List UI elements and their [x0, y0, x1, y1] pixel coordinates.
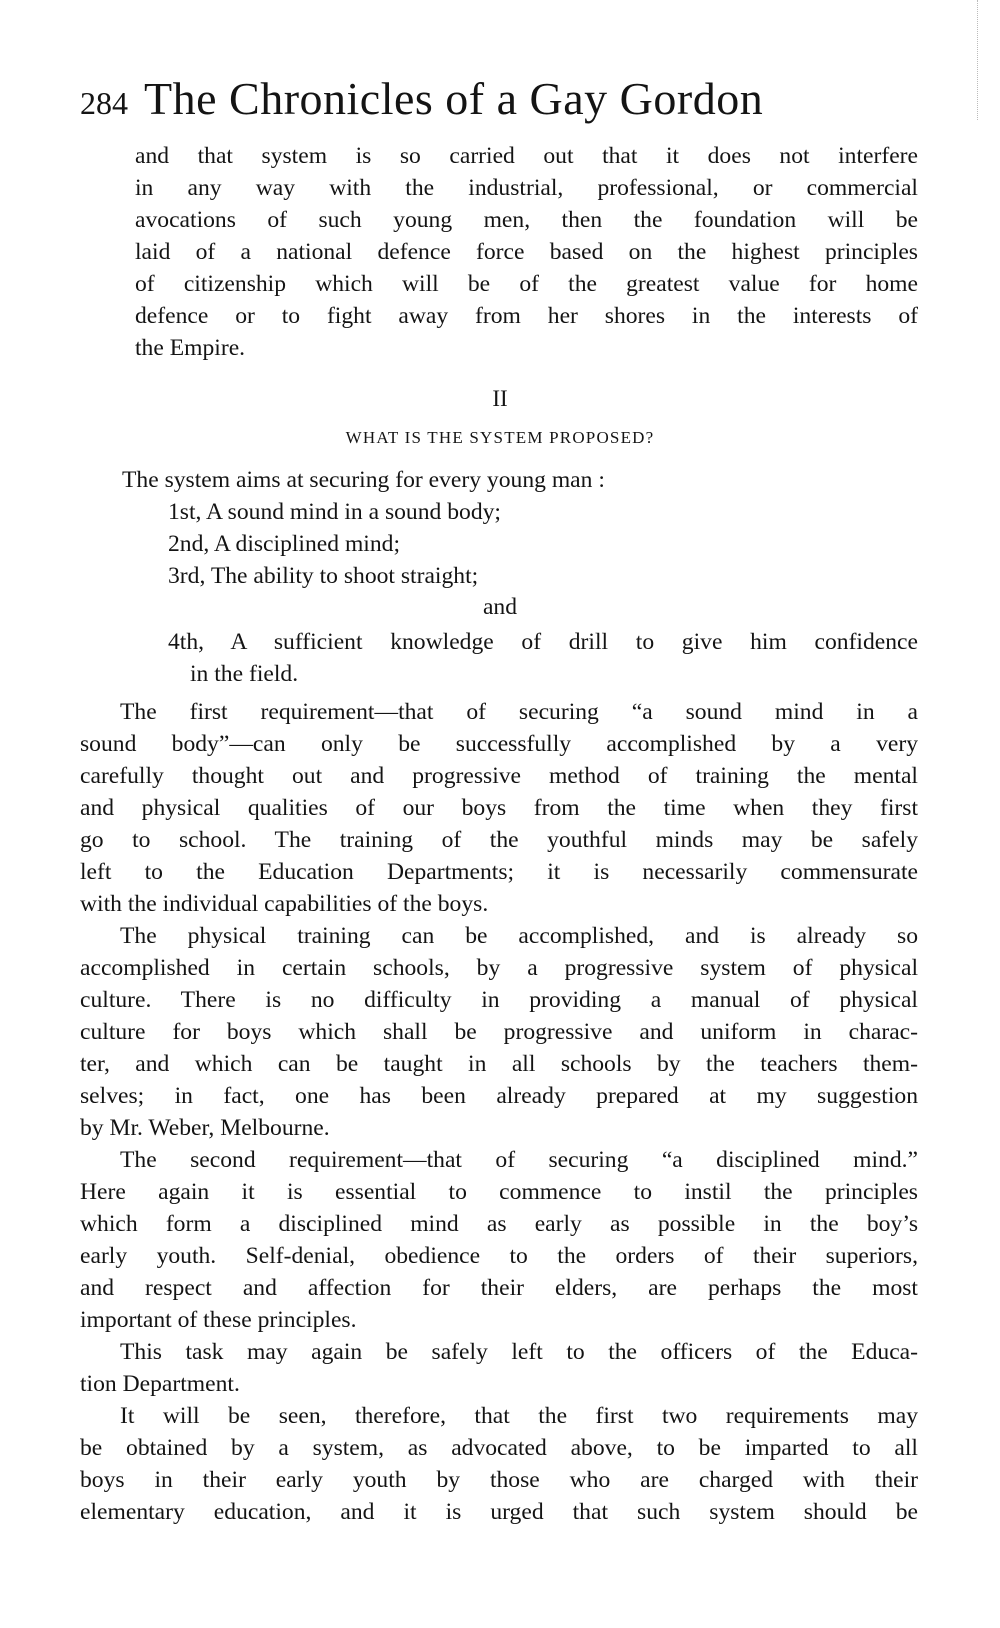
text-line: avocations of such young men, then the foundation will be: [135, 207, 918, 233]
text-line: culture for boys which shall be progressive and uniform in charac-: [80, 1019, 918, 1045]
text-line: the Empire.: [135, 335, 246, 361]
text-line: and respect and affection for their elders, are perhaps the most: [80, 1275, 918, 1301]
text-line: selves; in fact, one has been already prepared at my suggestion: [80, 1083, 918, 1109]
list-item: 3rd, The ability to shoot straight;: [168, 563, 479, 589]
text-line: sound body”—can only be successfully accomplished by a very: [80, 731, 918, 757]
scan-margin-marks: [973, 0, 978, 120]
page-header: [80, 72, 940, 132]
text-line: of citizenship which will be of the greatest value for home: [135, 271, 918, 297]
text-line: laid of a national defence force based on the highest principles: [135, 239, 918, 265]
list-item: 1st, A sound mind in a sound body;: [168, 499, 501, 525]
text-line: by Mr. Weber, Melbourne.: [80, 1115, 330, 1141]
text-line: be obtained by a system, as advocated above, to be imparted to all: [80, 1435, 918, 1461]
running-title: The Chronicles of a Gay Gordon: [144, 73, 764, 124]
text-line: accomplished in certain schools, by a progressive system of physical: [80, 955, 918, 981]
text-line: left to the Education Departments; it is necessarily commensurate: [80, 859, 918, 885]
text-line: boys in their early youth by those who are charged with their: [80, 1467, 918, 1493]
text-line: elementary education, and it is urged that such system should be: [80, 1499, 918, 1525]
list-item-continuation: in the field.: [190, 661, 299, 687]
section-number: II: [492, 386, 508, 411]
text-line: defence or to fight away from her shores in the interests of: [135, 303, 918, 329]
list-conjunction: and: [482, 594, 518, 620]
list-item: 2nd, A disciplined mind;: [168, 531, 401, 557]
list-item: 4th, A sufficient knowledge of drill to give him confidence: [168, 629, 918, 655]
text-line: It will be seen, therefore, that the first two requirements may: [120, 1403, 918, 1429]
text-line: The first requirement—that of securing “a sound mind in a: [120, 699, 918, 725]
text-line: carefully thought out and progressive method of training the mental: [80, 763, 918, 789]
text-line: early youth. Self-denial, obedience to the orders of their superiors,: [80, 1243, 918, 1269]
text-line: in any way with the industrial, professional, or commercial: [135, 175, 918, 201]
text-line: The physical training can be accomplished, and is already so: [120, 923, 918, 949]
list-intro: The system aims at securing for every young man :: [122, 467, 605, 493]
text-line: The second requirement—that of securing “a disciplined mind.”: [120, 1147, 918, 1173]
text-line: Here again it is essential to commence to instil the principles: [80, 1179, 918, 1205]
text-line: and that system is so carried out that it does not interfere: [135, 143, 918, 169]
text-line: with the individual capabilities of the boys.: [80, 891, 489, 917]
text-line: go to school. The training of the youthful minds may be safely: [80, 827, 918, 853]
text-line: important of these principles.: [80, 1307, 357, 1333]
text-line: which form a disciplined mind as early as possible in the boy’s: [80, 1211, 918, 1237]
text-line: tion Department.: [80, 1371, 240, 1397]
text-line: culture. There is no difficulty in providing a manual of physical: [80, 987, 918, 1013]
section-title: WHAT IS THE SYSTEM PROPOSED?: [345, 428, 655, 447]
text-line: This task may again be safely left to the officers of the Educa-: [120, 1339, 918, 1365]
text-line: and physical qualities of our boys from the time when they first: [80, 795, 918, 821]
text-line: ter, and which can be taught in all schools by the teachers them-: [80, 1051, 918, 1077]
page-number: 284: [80, 85, 128, 121]
